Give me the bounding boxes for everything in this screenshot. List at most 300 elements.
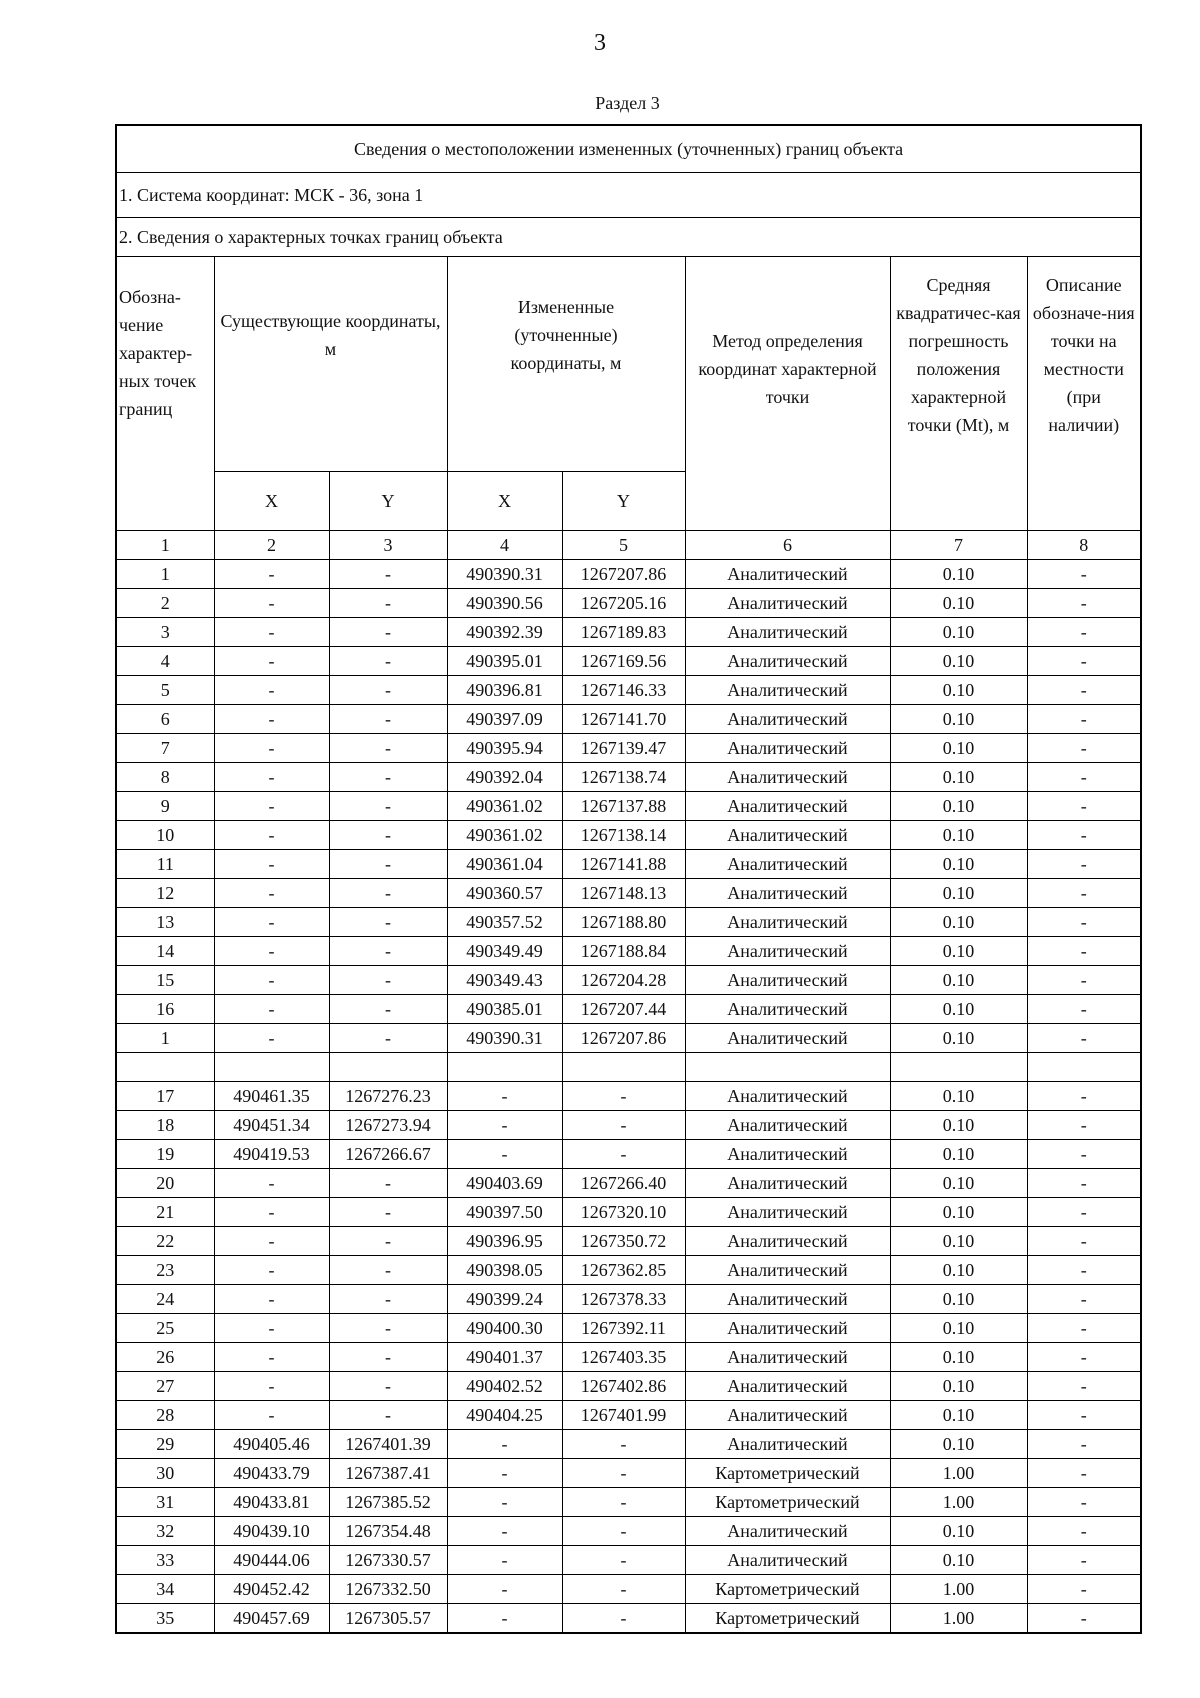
table-cell: - [1027,1082,1141,1111]
table-cell: - [562,1604,685,1634]
header-method: Метод определения координат характерной точки [685,257,890,531]
table-cell: - [1027,589,1141,618]
table-cell: 21 [116,1198,214,1227]
table-row [116,734,1141,763]
table-cell: 29 [116,1430,214,1459]
table-cell: 12 [116,879,214,908]
header-changed-x: X [447,472,562,531]
table-cell: - [214,1343,329,1372]
table-row [116,1488,1141,1517]
table-cell: 490439.10 [214,1517,329,1546]
table-cell: 0.10 [890,792,1027,821]
table-cell: 18 [116,1111,214,1140]
table-row [116,763,1141,792]
table-cell: 490390.56 [447,589,562,618]
table-cell: Аналитический [685,1256,890,1285]
table-row [116,618,1141,647]
table-cell: 490405.46 [214,1430,329,1459]
table-cell: 25 [116,1314,214,1343]
table-cell: - [329,821,447,850]
table-cell: - [214,1169,329,1198]
table-cell: 19 [116,1140,214,1169]
table-cell: 0.10 [890,734,1027,763]
table-row [116,1546,1141,1575]
table-cell: - [214,676,329,705]
table-cell: 0.10 [890,1285,1027,1314]
table-cell [329,1053,447,1082]
table-cell: - [1027,647,1141,676]
table-cell: 0.10 [890,821,1027,850]
table-cell: Аналитический [685,1285,890,1314]
table-row [116,792,1141,821]
table-cell: 490395.01 [447,647,562,676]
table-cell: - [1027,1140,1141,1169]
table-cell: Аналитический [685,1430,890,1459]
table-cell: 13 [116,908,214,937]
table-cell: 17 [116,1082,214,1111]
table-cell: 490461.35 [214,1082,329,1111]
table-row [116,1024,1141,1053]
table-cell: - [329,937,447,966]
column-number: 3 [329,531,447,560]
table-cell: 1267139.47 [562,734,685,763]
table-cell: 6 [116,705,214,734]
table-cell: 490392.39 [447,618,562,647]
section-title: Раздел 3 [595,93,660,113]
table-cell: - [1027,1227,1141,1256]
table-cell: - [329,1401,447,1430]
table-cell: - [329,879,447,908]
table-cell: - [1027,1024,1141,1053]
table-row [116,1140,1141,1169]
table-cell: 490399.24 [447,1285,562,1314]
table-cell: - [214,705,329,734]
table-cell: - [329,966,447,995]
table-cell: - [1027,676,1141,705]
table-cell: 1267362.85 [562,1256,685,1285]
table-cell: - [329,763,447,792]
table-cell: - [1027,763,1141,792]
table-cell: 490390.31 [447,560,562,589]
table-row [116,1053,1141,1082]
table-row [116,1343,1141,1372]
table-cell: - [1027,966,1141,995]
table-cell: 1267138.14 [562,821,685,850]
table-cell: 1.00 [890,1575,1027,1604]
table-cell: 7 [116,734,214,763]
table-row [116,850,1141,879]
table-cell: 0.10 [890,1198,1027,1227]
table-cell: 32 [116,1517,214,1546]
table-cell: - [1027,1314,1141,1343]
table-cell: 1.00 [890,1604,1027,1634]
table-row [116,705,1141,734]
table-cell: - [447,1140,562,1169]
table-cell: 1267354.48 [329,1517,447,1546]
table-cell: Аналитический [685,1140,890,1169]
table-cell: - [329,1314,447,1343]
table-cell: 34 [116,1575,214,1604]
header-existing-coordinates: Существующие координаты, м [214,257,447,472]
table-cell: 20 [116,1169,214,1198]
table-cell: 1 [116,560,214,589]
table-cell: - [1027,1488,1141,1517]
table-cell: 490392.04 [447,763,562,792]
table-cell: - [214,618,329,647]
table-cell: 2 [116,589,214,618]
table-cell: - [329,618,447,647]
table-cell: 5 [116,676,214,705]
table-cell: 490361.02 [447,821,562,850]
table-cell: - [1027,618,1141,647]
table-cell: Картометрический [685,1575,890,1604]
table-cell: - [447,1517,562,1546]
table-cell: - [214,908,329,937]
table-cell: Аналитический [685,676,890,705]
table-cell: 490402.52 [447,1372,562,1401]
table-cell: 490390.31 [447,1024,562,1053]
table-cell: - [562,1488,685,1517]
table-cell: 1267332.50 [329,1575,447,1604]
table-cell: - [329,1227,447,1256]
table-cell: 1267204.28 [562,966,685,995]
table-cell: 0.10 [890,1517,1027,1546]
table-cell: 1267207.86 [562,560,685,589]
table-cell: 0.10 [890,705,1027,734]
table-cell: - [1027,995,1141,1024]
table-cell: 0.10 [890,589,1027,618]
table-cell: 1267266.40 [562,1169,685,1198]
table-cell: 14 [116,937,214,966]
table-cell: 490397.50 [447,1198,562,1227]
table-row [116,966,1141,995]
table-cell: Аналитический [685,705,890,734]
table-row [116,1604,1141,1634]
table-cell: 9 [116,792,214,821]
table-cell: Аналитический [685,763,890,792]
table-cell: 0.10 [890,1227,1027,1256]
table-row [116,589,1141,618]
table-cell: 490433.79 [214,1459,329,1488]
table-row [116,1517,1141,1546]
table-row [116,1459,1141,1488]
table-cell: Аналитический [685,618,890,647]
table-cell: - [214,1198,329,1227]
table-cell: - [562,1546,685,1575]
table-cell: - [329,1343,447,1372]
table-cell: - [329,1285,447,1314]
table-cell: - [1027,1111,1141,1140]
table-cell: Картометрический [685,1488,890,1517]
table-cell: - [1027,1169,1141,1198]
column-number: 1 [116,531,214,560]
table-row [116,1314,1141,1343]
table-row [116,995,1141,1024]
table-cell: 490361.02 [447,792,562,821]
table-cell: - [1027,908,1141,937]
table-cell: 0.10 [890,937,1027,966]
table-cell: - [1027,1517,1141,1546]
column-number: 2 [214,531,329,560]
table-cell: 0.10 [890,1082,1027,1111]
table-cell: - [447,1430,562,1459]
table-cell: Аналитический [685,1227,890,1256]
table-cell: 490357.52 [447,908,562,937]
table-cell: - [329,850,447,879]
table-row [116,560,1141,589]
table-cell: - [562,1111,685,1140]
table-cell: - [1027,1459,1141,1488]
table-cell: - [447,1575,562,1604]
table-cell: - [1027,1546,1141,1575]
table-cell: - [329,1198,447,1227]
table-cell: 0.10 [890,879,1027,908]
boundary-points-table [115,124,1142,1634]
table-row [116,937,1141,966]
table-cell: - [562,1082,685,1111]
coordinate-system: 1. Система координат: МСК - 36, зона 1 [116,173,1141,218]
table-cell: - [214,1227,329,1256]
table-cell: Аналитический [685,1343,890,1372]
table-cell: Аналитический [685,908,890,937]
table-row [116,1111,1141,1140]
header-point-description: Описание обозначе-ния точки на местности (при наличии) [1027,257,1141,531]
table-cell: 16 [116,995,214,1024]
table-cell: 24 [116,1285,214,1314]
table-cell: Аналитический [685,1198,890,1227]
table-cell: 1267205.16 [562,589,685,618]
table-cell: Аналитический [685,1111,890,1140]
table-cell: Аналитический [685,1517,890,1546]
table-cell: 0.10 [890,1169,1027,1198]
table-cell: 1267350.72 [562,1227,685,1256]
table-cell: 33 [116,1546,214,1575]
table-row [116,908,1141,937]
table-cell: - [214,647,329,676]
table-cell: - [1027,1343,1141,1372]
table-cell: - [329,995,447,1024]
table-cell: 0.10 [890,908,1027,937]
table-row [116,1227,1141,1256]
table-cell: 0.10 [890,1024,1027,1053]
table-cell: 490395.94 [447,734,562,763]
table-cell: 0.10 [890,966,1027,995]
table-cell: Аналитический [685,1024,890,1053]
table-row [116,1372,1141,1401]
table-cell: 1267188.84 [562,937,685,966]
table-cell: 23 [116,1256,214,1285]
table-cell: 1267378.33 [562,1285,685,1314]
table-cell: - [214,850,329,879]
table-cell: - [214,1256,329,1285]
column-number: 4 [447,531,562,560]
table-cell: - [329,908,447,937]
table-cell: 490396.95 [447,1227,562,1256]
table-cell: 490401.37 [447,1343,562,1372]
table-cell: - [1027,821,1141,850]
table-cell: 1267401.99 [562,1401,685,1430]
table-cell: - [447,1604,562,1634]
table-row [116,647,1141,676]
header-changed-coordinates: Измененные (уточненные) координаты, м [447,257,685,472]
table-cell: 0.10 [890,1546,1027,1575]
table-cell: 31 [116,1488,214,1517]
table-cell: Аналитический [685,1314,890,1343]
table-cell: - [1027,850,1141,879]
table-cell: 490404.25 [447,1401,562,1430]
table-cell: Аналитический [685,1546,890,1575]
table-cell: - [214,1314,329,1343]
table-cell: 0.10 [890,850,1027,879]
table-cell: Картометрический [685,1604,890,1634]
table-cell: 0.10 [890,676,1027,705]
table-cell: Аналитический [685,647,890,676]
header-existing-x: X [214,472,329,531]
table-cell: - [562,1459,685,1488]
table-cell: Аналитический [685,1372,890,1401]
table-cell: 1267207.44 [562,995,685,1024]
table-cell: 0.10 [890,618,1027,647]
table-cell: Аналитический [685,1401,890,1430]
table-cell: 35 [116,1604,214,1634]
table-cell: 490433.81 [214,1488,329,1517]
table-cell: 1 [116,1024,214,1053]
table-cell: - [214,1372,329,1401]
table-cell: 1267276.23 [329,1082,447,1111]
table-row [116,1198,1141,1227]
table-cell: 0.10 [890,1430,1027,1459]
table-cell: - [1027,1198,1141,1227]
table-cell: 490396.81 [447,676,562,705]
table-cell: - [1027,560,1141,589]
table-cell: 26 [116,1343,214,1372]
table-cell: 0.10 [890,1111,1027,1140]
table-cell: 1267330.57 [329,1546,447,1575]
table-cell: - [562,1575,685,1604]
table-cell: - [214,937,329,966]
table-cell: - [214,792,329,821]
table-cell: Аналитический [685,850,890,879]
table-cell: 490349.43 [447,966,562,995]
table-row [116,1401,1141,1430]
table-cell: - [214,560,329,589]
table-cell: 1267188.80 [562,908,685,937]
table-cell: - [329,1372,447,1401]
table-cell: 490397.09 [447,705,562,734]
table-cell: 27 [116,1372,214,1401]
table-cell: 1267385.52 [329,1488,447,1517]
table-cell: 0.10 [890,995,1027,1024]
table-cell: 1267146.33 [562,676,685,705]
table-cell: 490451.34 [214,1111,329,1140]
table-cell: 0.10 [890,1314,1027,1343]
header-mean-square-error: Средняя квадратичес-кая погрешность положения характерной точки (Mt), м [890,257,1027,531]
table-cell: 490360.57 [447,879,562,908]
table-cell: - [562,1517,685,1546]
table-cell: 3 [116,618,214,647]
table-cell: - [1027,734,1141,763]
table-cell: - [1027,1430,1141,1459]
table-cell: - [562,1430,685,1459]
table-cell: - [214,763,329,792]
table-cell: - [214,821,329,850]
table-cell [562,1053,685,1082]
table-cell [1027,1053,1141,1082]
table-cell: Аналитический [685,966,890,995]
table-cell: 11 [116,850,214,879]
table-row [116,879,1141,908]
table-cell: - [562,1140,685,1169]
table-cell: - [1027,1401,1141,1430]
table-cell: 490349.49 [447,937,562,966]
table-cell: - [1027,1575,1141,1604]
table-cell: Аналитический [685,821,890,850]
column-number: 5 [562,531,685,560]
table-cell: - [1027,1285,1141,1314]
table-cell: 0.10 [890,647,1027,676]
table-cell: - [214,966,329,995]
table-cell: - [329,1256,447,1285]
table-cell: - [329,1169,447,1198]
table-cell: - [329,734,447,763]
table-cell: 0.10 [890,560,1027,589]
table-cell: 1267403.35 [562,1343,685,1372]
table-cell: - [447,1082,562,1111]
table-cell: 8 [116,763,214,792]
table-cell: 490452.42 [214,1575,329,1604]
table-cell: - [214,589,329,618]
table-cell: 1267305.57 [329,1604,447,1634]
table-cell: 1267189.83 [562,618,685,647]
table-cell: - [329,705,447,734]
table-cell: 1267141.88 [562,850,685,879]
table-cell: - [1027,792,1141,821]
table-cell: Аналитический [685,937,890,966]
table-cell: - [329,589,447,618]
table-cell: 28 [116,1401,214,1430]
table-cell: - [1027,1604,1141,1634]
header-point-designation: Обозна-чение характер-ных точек границ [116,257,214,531]
table-cell: 490457.69 [214,1604,329,1634]
table-cell: 1267207.86 [562,1024,685,1053]
table-row [116,1575,1141,1604]
table-cell [116,1053,214,1082]
table-row [116,1430,1141,1459]
table-cell: 1267141.70 [562,705,685,734]
table-cell: 30 [116,1459,214,1488]
table-cell: - [329,1024,447,1053]
table-cell: 1.00 [890,1488,1027,1517]
table-cell: 490361.04 [447,850,562,879]
table-cell: - [329,647,447,676]
table-cell [890,1053,1027,1082]
table-cell: - [447,1488,562,1517]
table-cell: Картометрический [685,1459,890,1488]
table-row [116,1082,1141,1111]
table-cell: - [329,560,447,589]
table-cell: 1267387.41 [329,1459,447,1488]
table-cell: 1267320.10 [562,1198,685,1227]
table-cell: - [214,879,329,908]
table-cell: - [214,995,329,1024]
table-cell: 0.10 [890,1256,1027,1285]
table-cell: 22 [116,1227,214,1256]
table-cell: Аналитический [685,560,890,589]
column-number: 7 [890,531,1027,560]
table-cell: 490403.69 [447,1169,562,1198]
table-cell [447,1053,562,1082]
table-cell: - [214,1024,329,1053]
